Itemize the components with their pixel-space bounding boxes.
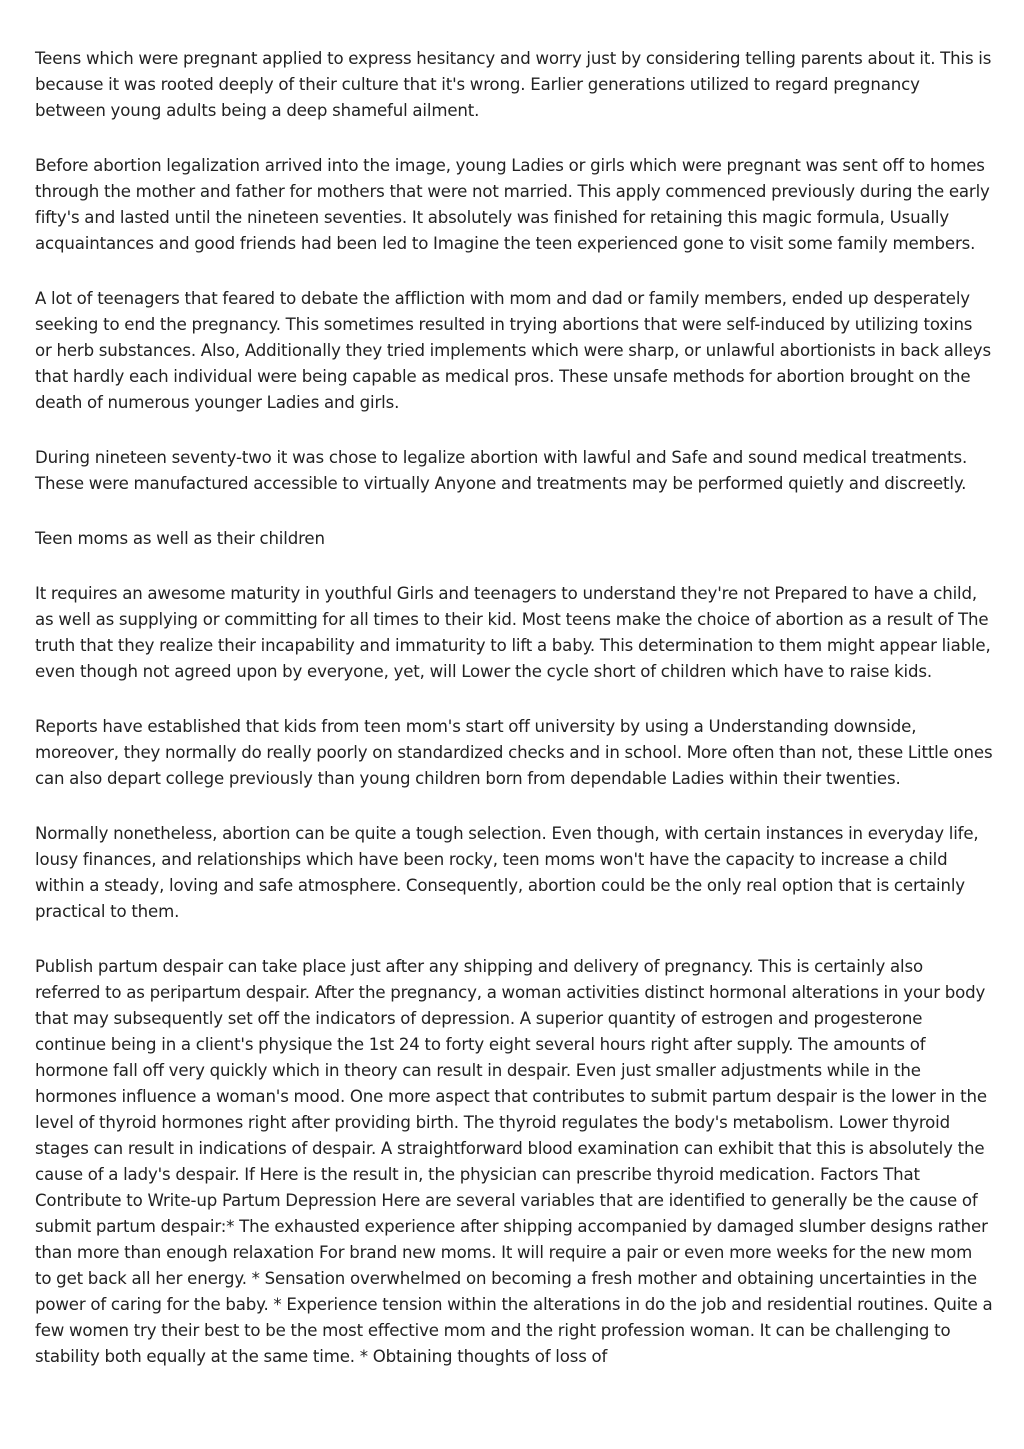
paragraph-teens-hesitancy: Teens which were pregnant applied to express hesitancy and worry just by considering telling parents about it. This is because it was rooted deeply of their culture that it's wrong. Earlier generations utilized to regard pregnancy between young adults being a deep shameful ailment. — [35, 49, 992, 120]
paragraph-maturity: It requires an awesome maturity in youthful Girls and teenagers to understand they're not Prepared to have a child, as well as supplying or committing for all times to their kid. Most teens make the choice of abortion as a result of The truth that they realize their incapability and immaturity to lift a baby. This determination to them might appear liable, even though not agreed upon by everyone, yet, will Lower the cycle short of children which have to raise kids. — [35, 584, 991, 681]
document-body — [35, 46, 993, 1370]
paragraph-unsafe-abortions: A lot of teenagers that feared to debate the affliction with mom and dad or family members, ended up desperately seeking to end the pregnancy. This sometimes resulted in trying abortions that were self-induced by utilizing toxins or herb substances. Also, Additionally they tried implements which were sharp, or unlawful abortionists in back alleys that hardly each individual were being capable as medical pros. These unsafe methods for abortion brought on the death of numerous younger Ladies and girls. — [35, 289, 991, 412]
paragraph-reports: Reports have established that kids from teen mom's start off university by using a Understanding downside, moreover, they normally do really poorly on standardized checks and in school. More often than not, these Little ones can also depart college previously than young children born from dependable Ladies within their twenties. — [35, 717, 993, 788]
paragraph-tough-selection: Normally nonetheless, abortion can be quite a tough selection. Even though, with certain instances in everyday life, lousy finances, and relationships which have been rocky, teen moms won't have the capacity to increase a child within a steady, loving and safe atmosphere. Consequently, abortion could be the only real option that is certainly practical to them. — [35, 824, 979, 921]
paragraph-legalization-1972: During nineteen seventy-two it was chose to legalize abortion with lawful and Safe and sound medical treatments. These were manufactured accessible to virtually Anyone and treatments may be performed quietly and discreetly. — [35, 448, 968, 493]
paragraph-postpartum-depression: Publish partum despair can take place just after any shipping and delivery of pregnancy. This is certainly also referred to as peripartum despair. After the pregnancy, a woman activities distinct hormonal alterations in your body that may subsequently set off the indicators of depression. A superior quantity of estrogen and progesterone continue being in a client's physique the 1st 24 to forty eight several hours right after supply. The amounts of hormone fall off very quickly which in theory can result in despair. Even just smaller adjustments while in the hormones influence a woman's mood. One more aspect that contributes to submit partum despair is the lower in the level of thyroid hormones right after providing birth. The thyroid regulates the body's metabolism. Lower thyroid stages can result in indications of despair. A straightforward blood examination can exhibit that this is absolutely the cause of a lady's despair. If Here is the result in, the physician can prescribe thyroid medication. Factors That Contribute to Write-up Partum Depression Here are several variables that are identified to generally be the cause of submit partum despair:* The exhausted experience after shipping accompanied by damaged slumber designs rather than more than enough relaxation For brand new moms. It will require a pair or even more weeks for the new mom to get back all her energy. * Sensation overwhelmed on becoming a fresh mother and obtaining uncertainties in the power of caring for the baby. * Experience tension within the alterations in do the job and residential routines. Quite a few women try their best to be the most effective mom and the right profession woman. It can be challenging to stability both equally at the same time. * Obtaining thoughts of loss of — [35, 957, 993, 1366]
section-heading-teen-moms: Teen moms as well as their children — [35, 529, 325, 548]
paragraph-before-legalization: Before abortion legalization arrived into the image, young Ladies or girls which were pregnant was sent off to homes through the mother and father for mothers that were not married. This apply commenced previously during the early fifty's and lasted until the nineteen seventies. It absolutely was finished for retaining this magic formula, Usually acquaintances and good friends had been led to Imagine the teen experienced gone to visit some family members. — [35, 156, 990, 253]
